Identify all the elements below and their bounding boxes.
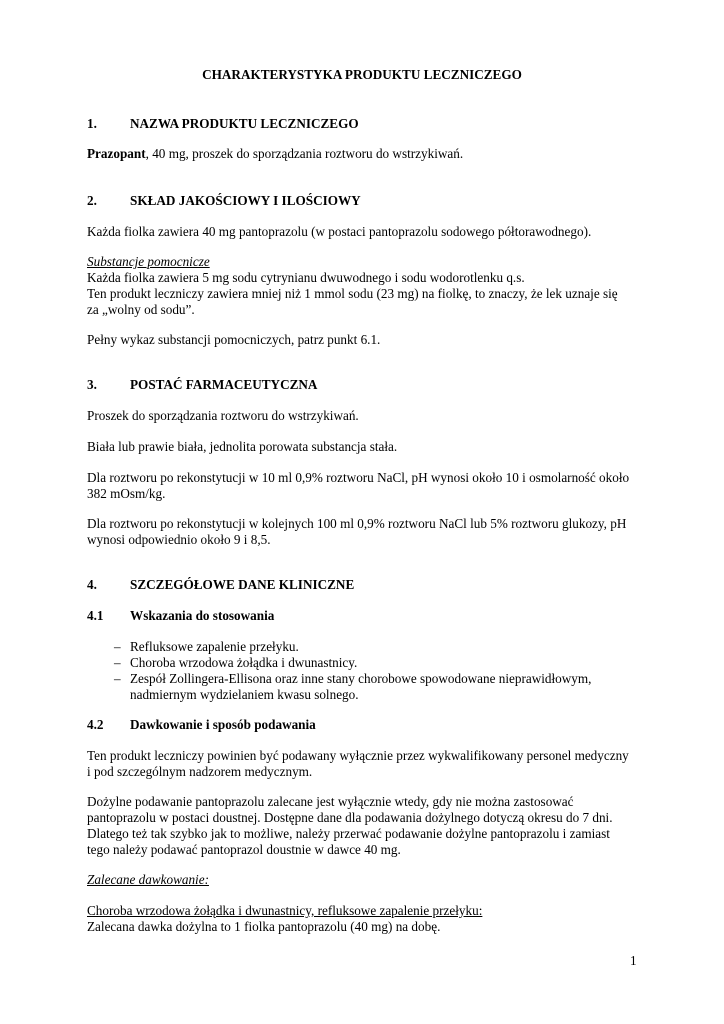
- section-2-number: 2.: [87, 193, 97, 208]
- section-4-2-number: 4.2: [87, 717, 104, 732]
- full-excipients-reference: Pełny wykaz substancji pomocniczych, patrz punkt 6.1.: [87, 332, 381, 347]
- excipients-line-3: za „wolny od sodu”.: [87, 302, 195, 317]
- dosing-para-2-line-4: tego należy podawać pantoprazol doustnie w dawce 40 mg.: [87, 842, 401, 857]
- form-text-4a: Dla roztworu po rekonstytucji w kolejnych 100 ml 0,9% roztworu NaCl lub 5% roztworu glukozy, pH: [87, 516, 627, 531]
- ulcer-reflux-dose: Zalecana dawka dożylna to 1 fiolka pantoprazolu (40 mg) na dobę.: [87, 919, 441, 934]
- excipients-label: Substancje pomocnicze: [87, 254, 210, 269]
- dosing-para-2-line-2: pantoprazolu w postaci doustnej. Dostępne dane dla podawania dożylnego dotyczą okresu do 7 dni.: [87, 810, 613, 825]
- list-dash: –: [114, 639, 121, 654]
- list-dash: –: [114, 655, 121, 670]
- form-text-3b: 382 mOsm/kg.: [87, 486, 166, 501]
- section-2-heading: SKŁAD JAKOŚCIOWY I ILOŚCIOWY: [130, 193, 361, 208]
- section-4-2-heading: Dawkowanie i sposób podawania: [130, 717, 316, 732]
- recommended-dosing-label: Zalecane dawkowanie:: [87, 872, 209, 887]
- page-number: 1: [630, 953, 637, 968]
- form-text-3a: Dla roztworu po rekonstytucji w 10 ml 0,9% roztworu NaCl, pH wynosi około 10 i osmolarność około: [87, 470, 630, 485]
- product-description: , 40 mg, proszek do sporządzania roztworu do wstrzykiwań.: [145, 146, 464, 161]
- section-4-heading: SZCZEGÓŁOWE DANE KLINICZNE: [130, 577, 355, 592]
- form-text-2: Biała lub prawie biała, jednolita porowata substancja stała.: [87, 439, 398, 454]
- indication-2: Choroba wrzodowa żołądka i dwunastnicy.: [130, 655, 358, 670]
- product-name: Prazopant: [87, 146, 146, 161]
- indication-3-line-2: nadmiernym wydzielaniem kwasu solnego.: [130, 687, 359, 702]
- composition-text: Każda fiolka zawiera 40 mg pantoprazolu (w postaci pantoprazolu sodowego półtorawodnego).: [87, 224, 592, 239]
- ulcer-reflux-heading: Choroba wrzodowa żołądka i dwunastnicy, refluksowe zapalenie przełyku:: [87, 903, 483, 918]
- list-dash: –: [114, 671, 121, 686]
- form-text-4b: wynosi odpowiednio około 9 i 8,5.: [87, 532, 271, 547]
- section-4-1-number: 4.1: [87, 608, 104, 623]
- dosing-para-2-line-3: Dlatego też tak szybko jak to możliwe, należy przerwać podawanie dożylne pantoprazolu i zamiast: [87, 826, 610, 841]
- indication-3-line-1: Zespół Zollingera-Ellisona oraz inne stany chorobowe spowodowane nieprawidłowym,: [130, 671, 592, 686]
- dosing-para-1-line-1: Ten produkt leczniczy powinien być podawany wyłącznie przez wykwalifikowany personel medyczny: [87, 748, 629, 763]
- section-4-number: 4.: [87, 577, 97, 592]
- section-3-number: 3.: [87, 377, 97, 392]
- section-1-number: 1.: [87, 116, 97, 131]
- dosing-para-2-line-1: Dożylne podawanie pantoprazolu zalecane jest wyłącznie wtedy, gdy nie można zastosować: [87, 794, 574, 809]
- excipients-line-1: Każda fiolka zawiera 5 mg sodu cytrynianu dwuwodnego i sodu wodorotlenku q.s.: [87, 270, 525, 285]
- excipients-line-2: Ten produkt leczniczy zawiera mniej niż 1 mmol sodu (23 mg) na fiolkę, to znaczy, że lek uznaje się: [87, 286, 618, 301]
- section-4-1-heading: Wskazania do stosowania: [130, 608, 275, 623]
- product-name-line: [87, 146, 463, 162]
- form-text-1: Proszek do sporządzania roztworu do wstrzykiwań.: [87, 408, 359, 423]
- indication-1: Refluksowe zapalenie przełyku.: [130, 639, 299, 654]
- dosing-para-1-line-2: i pod szczególnym nadzorem medycznym.: [87, 764, 313, 779]
- section-3-heading: POSTAĆ FARMACEUTYCZNA: [130, 377, 318, 392]
- document-title: CHARAKTERYSTYKA PRODUKTU LECZNICZEGO: [202, 67, 522, 82]
- section-1-heading: NAZWA PRODUKTU LECZNICZEGO: [130, 116, 359, 131]
